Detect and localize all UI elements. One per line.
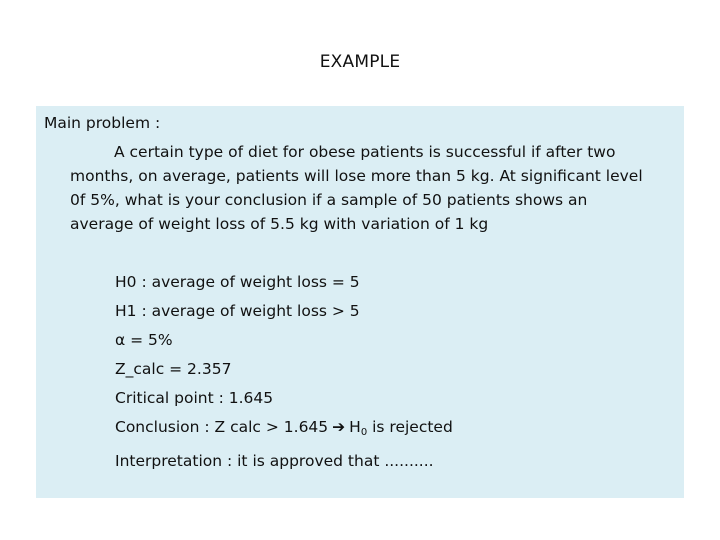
problem-line: average of weight loss of 5.5 kg with variation of 1 kg [70, 215, 489, 233]
critical-point: Critical point : 1.645 [115, 389, 274, 407]
slide-title: EXAMPLE [319, 52, 401, 72]
z-calc: Z_calc = 2.357 [115, 360, 232, 378]
h-subscript: 0 [360, 427, 368, 438]
problem-line: 0f 5%, what is your conclusion if a sample of 50 patients shows an [70, 191, 588, 209]
problem-line: months, on average, patients will lose more than 5 kg. At significant level [70, 167, 643, 185]
problem-line: A certain type of diet for obese patients is successful if after two [114, 143, 616, 161]
interpretation: Interpretation : it is approved that .......... [115, 452, 434, 470]
conclusion-suffix: is rejected [367, 418, 453, 436]
content-box [36, 106, 684, 498]
conclusion [115, 413, 453, 447]
significance-level: α = 5% [115, 331, 173, 349]
conclusion-prefix: Conclusion : Z calc > 1.645 [115, 418, 329, 436]
alternative-hypothesis: H1 : average of weight loss > 5 [115, 302, 360, 320]
problem-heading: Main problem : [44, 114, 161, 132]
h-letter: H [349, 418, 361, 436]
solution-list [115, 268, 453, 476]
problem-text [70, 140, 676, 236]
null-hypothesis: H0 : average of weight loss = 5 [115, 273, 360, 291]
arrow-right-icon: ➔ [332, 418, 346, 436]
